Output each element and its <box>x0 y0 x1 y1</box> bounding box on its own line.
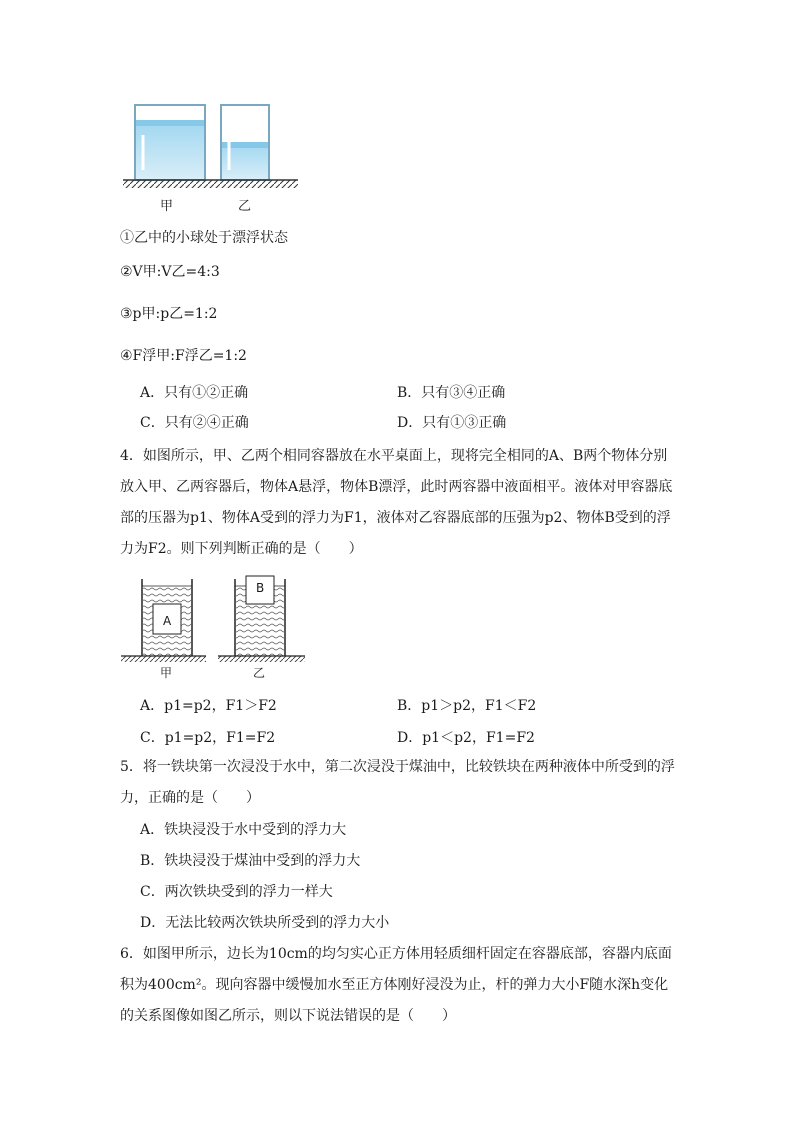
containers-svg <box>118 574 318 669</box>
q3-option-a: A．只有①②正确 <box>140 385 249 401</box>
beaker-right <box>221 105 269 180</box>
statement-1: ①乙中的小球处于漂浮状态 <box>120 230 288 246</box>
q5-option-b: B．铁块浸没于煤油中受到的浮力大 <box>140 853 361 869</box>
q5-option-d: D．无法比较两次铁块所受到的浮力大小 <box>140 915 390 931</box>
box-a-label: A <box>163 614 172 628</box>
figure1-label-right: 乙 <box>238 199 252 214</box>
q4-option-c: C．p1=p2，F1=F2 <box>140 730 276 746</box>
figure-beakers <box>118 100 308 215</box>
figure2-label-left: 甲 <box>160 666 173 680</box>
q3-option-b: B．只有③④正确 <box>397 385 506 401</box>
q4-option-b: B．p1＞p2，F1＜F2 <box>397 698 537 714</box>
figure-containers <box>118 574 318 684</box>
q5-option-c: C．两次铁块受到的浮力一样大 <box>140 884 333 900</box>
statement-4: ④F浮甲:F浮乙=1:2 <box>120 348 247 364</box>
q4-option-a: A．p1=p2，F1＞F2 <box>140 698 277 714</box>
statement-3: ③p甲:p乙=1:2 <box>120 306 218 322</box>
beaker-left <box>135 105 205 180</box>
q6-text: 6．如图甲所示，边长为10cm的均匀实心正方体用轻质细杆固定在容器底部，容器内底面积为400cm²。现向容器中缓慢加水至正方体刚好浸没为止，杆的弹力大小F随水深h变化的关系图像如图乙所示，则以下说法错误的是（ ） <box>120 946 672 1024</box>
q4-option-d: D．p1＜p2，F1=F2 <box>397 730 535 746</box>
figure1-label-left: 甲 <box>160 199 174 214</box>
statement-2: ②V甲:V乙=4:3 <box>120 264 220 280</box>
box-b-label: B <box>256 581 265 595</box>
q3-option-d: D．只有①③正确 <box>397 415 507 431</box>
q5-text: 5．将一铁块第一次浸没于水中，第二次浸没于煤油中，比较铁块在两种液体中所受到的浮力，正确的是（ ） <box>120 759 675 806</box>
figure2-label-right: 乙 <box>253 666 266 680</box>
q5-option-a: A．铁块浸没于水中受到的浮力大 <box>140 822 347 838</box>
beakers-svg <box>118 100 308 215</box>
q4-text: 4．如图所示，甲、乙两个相同容器放在水平桌面上，现将完全相同的A、B两个物体分别放入甲、乙两容器后，物体A悬浮，物体B漂浮，此时两容器中液面相平。液体对甲容器底部的压器为p1、物体A受到的浮力为F1，液体对乙容器底部的压强为p2、物体B受到的浮力为F2。则下列判断正确的是（ ） <box>120 448 673 557</box>
q3-option-c: C．只有②④正确 <box>140 415 249 431</box>
